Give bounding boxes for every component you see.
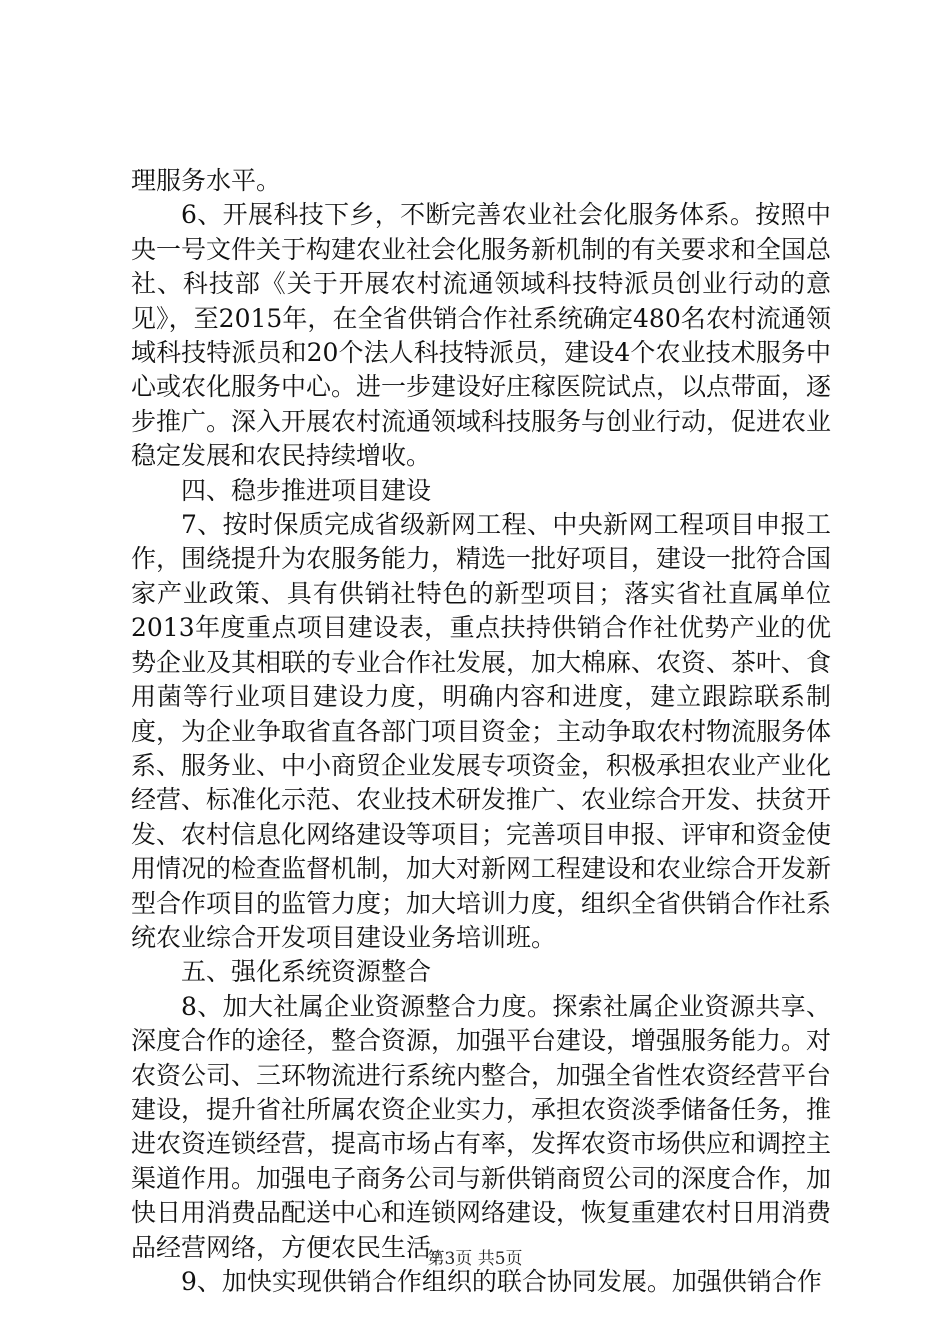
section-heading-4: 四、稳步推进项目建设 [181, 475, 432, 505]
paragraph-item-8: 8、加大社属企业资源整合力度。探索社属企业资源共享、深度合作的途径，整合资源，加强平台建设，增强服务能力。对农资公司、三环物流进行系统内整合，加强全省性农资经营平台建设，提升省社所属农资企业实力，承担农资淡季储备任务，推进农资连锁经营，提高市场占有率，发挥农资市场供应和调控主渠道作用。加强电子商务公司与新供销商贸公司的深度合作，加快日用消费品配送中心和连锁网络建设，恢复重建农村日用消费品经营网络，方便农民生活。 [131, 991, 832, 1262]
section-heading-5: 五、强化系统资源整合 [181, 957, 432, 987]
document-body [131, 164, 831, 1299]
paragraph-continuation: 理服务水平。 [131, 166, 282, 195]
paragraph-item-6: 6、开展科技下乡，不断完善农业社会化服务体系。按照中央一号文件关于构建农业社会化服务新机制的有关要求和全国总社、科技部《关于开展农村流通领域科技特派员创业行动的意见》，至2015年，在全省供销合作社系统确定480名农村流通领域科技特派员和20个法人科技特派员，建设4个农业技术服务中心或农化服务中心。进一步建设好庄稼医院试点，以点带面，逐步推广。深入开展农村流通领域科技服务与创业行动，促进农业稳定发展和农民持续增收。 [131, 200, 832, 471]
paragraph-item-9: 9、加快实现供销合作组织的联合协同发展。加强供销合作 [181, 1267, 822, 1296]
paragraph-item-7: 7、按时保质完成省级新网工程、中央新网工程项目申报工作，围绕提升为农服务能力，精选一批好项目，建设一批符合国家产业政策、具有供销社特色的新型项目；落实省社直属单位2013年度重点项目建设表，重点扶持供销合作社优势产业的优势企业及其相联的专业合作社发展，加大棉麻、农资、茶叶、食用菌等行业项目建设力度，明确内容和进度，建立跟踪联系制度，为企业争取省直各部门项目资金；主动争取农村物流服务体系、服务业、中小商贸企业发展专项资金，积极承担农业产业化经营、标准化示范、农业技术研发推广、农业综合开发、扶贫开发、农村信息化网络建设等项目；完善项目申报、评审和资金使用情况的检查监督机制，加大对新网工程建设和农业综合开发新型合作项目的监管力度；加大培训力度，组织全省供销合作社系统农业综合开发项目建设业务培训班。 [131, 510, 832, 952]
page-footer: 第3页 共5页 [427, 1249, 523, 1269]
